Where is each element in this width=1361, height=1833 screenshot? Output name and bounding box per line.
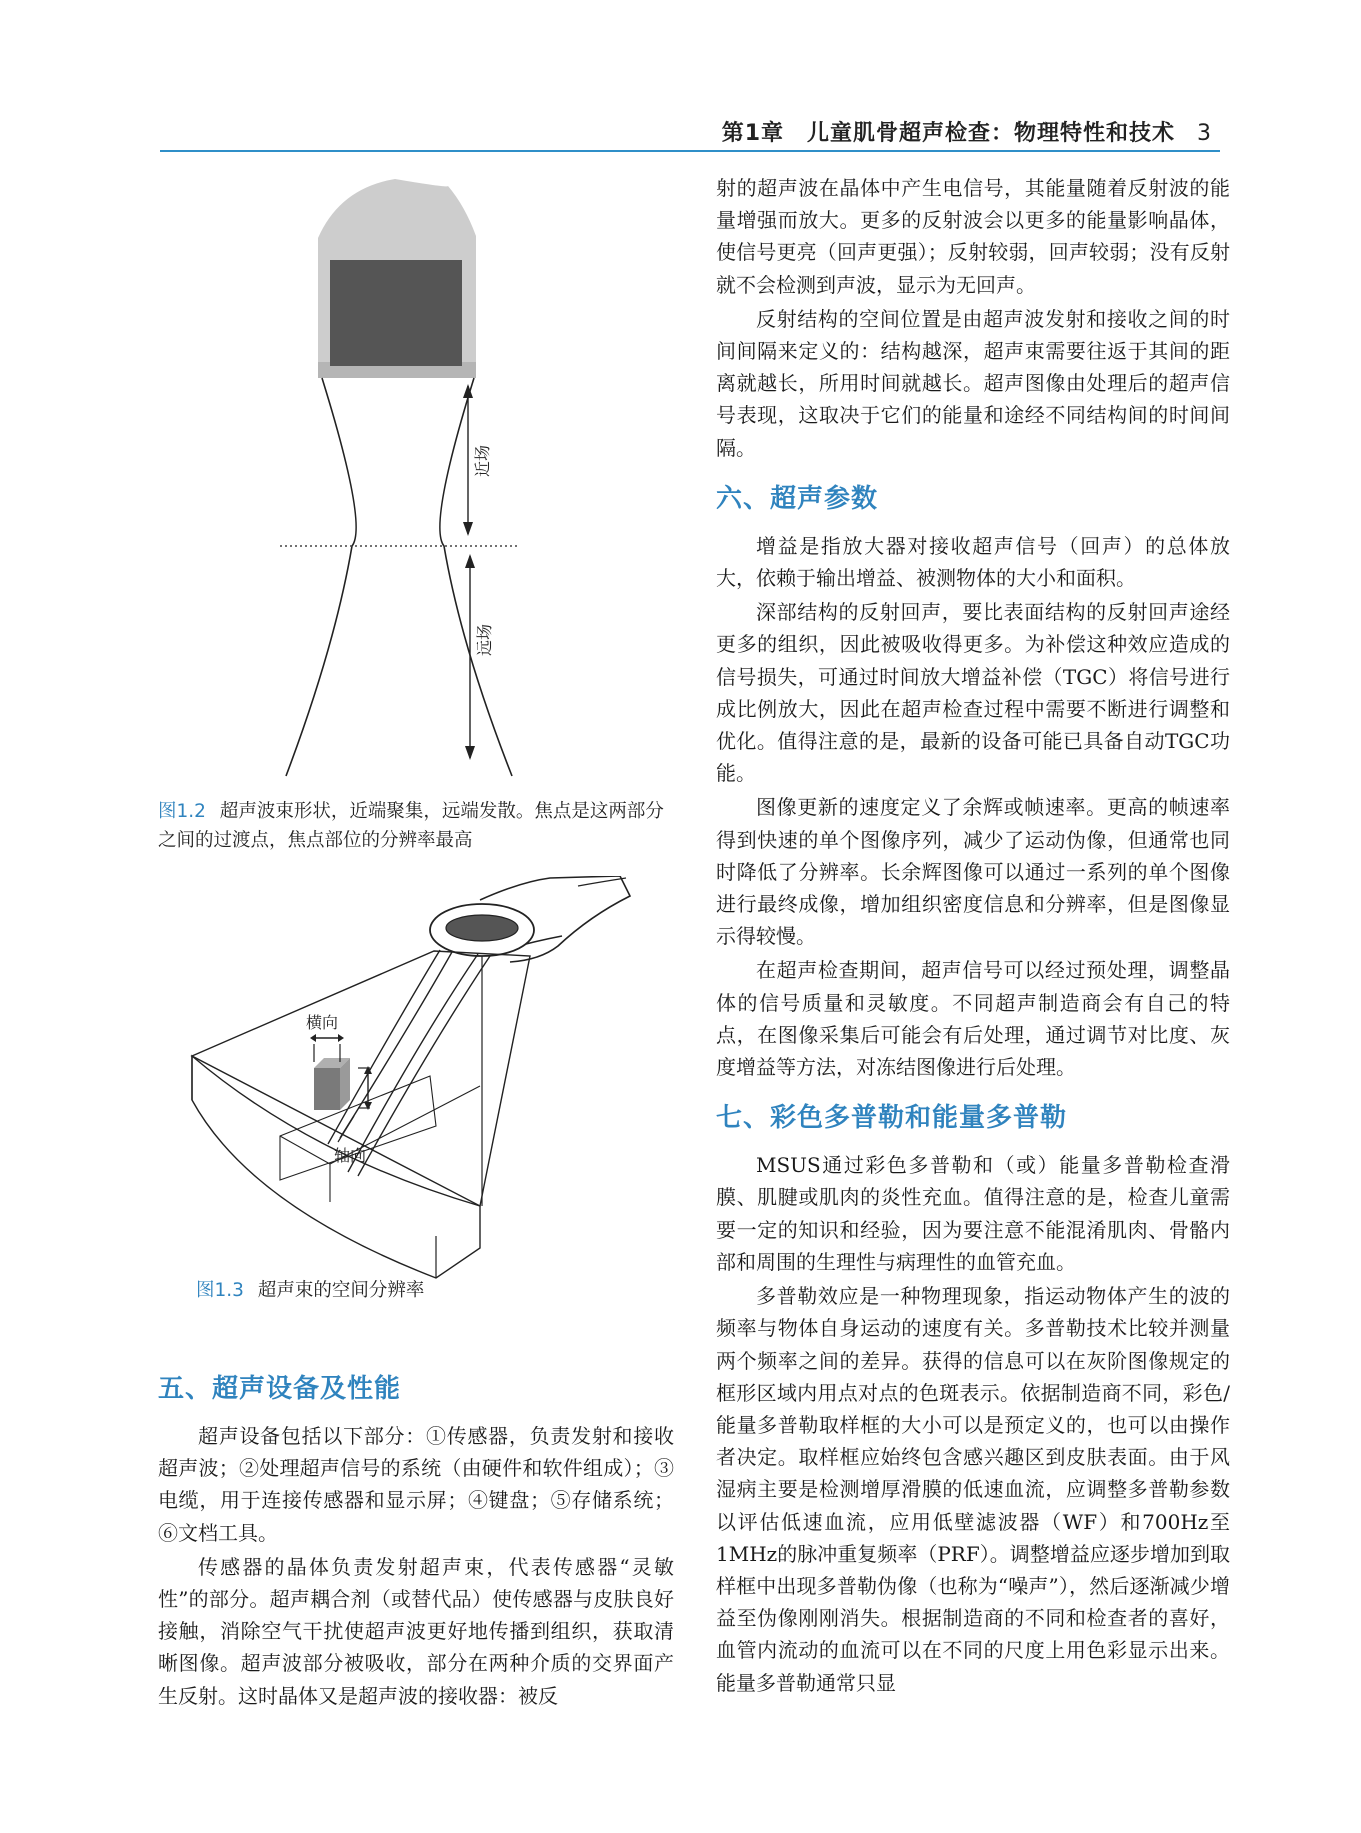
figure-1-3-number: 图1.3 [196, 1280, 244, 1301]
section-5 [158, 1372, 674, 1714]
beam-right-edge [440, 378, 512, 776]
section-6-paragraph-1: 增益是指放大器对接收超声信号（回声）的总体放大，依赖于输出增益、被测物体的大小和面积。 [716, 533, 1230, 591]
figure-1-2-caption-text: 超声波束形状，近端聚集，远端发散。焦点是这两部分之间的过渡点，焦点部位的分辨率最高 [158, 801, 664, 851]
section-5-paragraph-1: 超声设备包括以下部分：①传感器，负责发射和接收超声波；②处理超声信号的系统（由硬件和软件组成）；③电缆，用于连接传感器和显示屏；④键盘；⑤存储系统；⑥文档工具。 [158, 1424, 674, 1545]
figure-1-3-spatial-resolution [190, 876, 650, 1296]
section-5-paragraph-2: 传感器的晶体负责发射超声束，代表传感器“灵敏性”的部分。超声耦合剂（或替代品）使传感器与皮肤良好接触，消除空气干扰使超声波更好地传播到组织，获取清晰图像。超声波部分被吸收，部分在两种介质的交界面产生反射。这时晶体又是超声波的接收器：被反 [158, 1554, 674, 1708]
beam-left-edge [286, 378, 356, 776]
label-axial: 轴向 [333, 1146, 367, 1165]
right-intro-paragraph-2: 反射结构的空间位置是由超声波发射和接收之间的时间间隔来定义的：结构越深，超声束需要往返于其间的距离就越长，所用时间就越长。超声图像由处理后的超声信号表现，这取决于它们的能量和途经不同结构间的时间间隔。 [716, 306, 1230, 460]
right-column [716, 172, 1230, 1701]
figure-1-2-number: 图1.2 [158, 801, 206, 822]
label-far-field: 远场 [475, 623, 494, 657]
section-7-paragraph-1: MSUS通过彩色多普勒和（或）能量多普勒检查滑膜、肌腱或肌肉的炎性充血。值得注意的是，检查儿童需要一定的知识和经验，因为要注意不能混淆肌肉、骨骼内部和周围的生理性与病理性的血管充血。 [716, 1153, 1230, 1274]
section-6-paragraph-3: 图像更新的速度定义了余辉或帧速率。更高的帧速率得到快速的单个图像序列，减少了运动伪像，但通常也同时降低了分辨率。长余辉图像可以通过一系列的单个图像进行最终成像，增加组织密度信息和分辨率，但是图像显示得较慢。 [716, 795, 1230, 949]
section-7-title: 七、彩色多普勒和能量多普勒 [716, 1103, 1068, 1134]
figure-1-3-caption-text: 超声束的空间分辨率 [257, 1280, 425, 1301]
label-lateral: 横向 [305, 1013, 339, 1032]
section-6-title: 六、超声参数 [716, 483, 879, 514]
section-5-title: 五、超声设备及性能 [158, 1374, 402, 1404]
running-header [160, 112, 1220, 152]
section-6-paragraph-2: 深部结构的反射回声，要比表面结构的反射回声途经更多的组织，因此被吸收得更多。为补偿这种效应造成的信号损失，可通过时间放大增益补偿（TGC）将信号进行成比例放大，因此在超声检查过程中需要不断进行调整和优化。值得注意的是，最新的设备可能已具备自动TGC功能。 [716, 600, 1230, 786]
resolution-voxel [314, 1068, 340, 1110]
chapter-title: 第1章 儿童肌骨超声检查：物理特性和技术 [721, 121, 1175, 146]
figure-1-3-caption [196, 1276, 656, 1305]
probe-crystal [446, 915, 518, 941]
sector-top [192, 951, 530, 1206]
label-near-field: 近场 [473, 444, 492, 478]
figure-1-2-beam-shape [280, 176, 580, 788]
figure-1-2-caption [158, 797, 674, 855]
crystal [330, 260, 462, 366]
section-7-paragraph-2: 多普勒效应是一种物理现象，指运动物体产生的波的频率与物体自身运动的速度有关。多普勒技术比较并测量两个频率之间的差异。获得的信息可以在灰阶图像规定的框形区域内用点对点的色斑表示。依据制造商不同，彩色/能量多普勒取样框的大小可以是预定义的，也可以由操作者决定。取样框应始终包含感兴趣区到皮肤表面。由于风湿病主要是检测增厚滑膜的低速血流，应调整多普勒参数以评估低速血流，应用低壁滤波器（WF）和700Hz至1MHz的脉冲重复频率（PRF）。调整增益应逐步增加到取样框中出现多普勒伪像（也称为“噪声”），然后逐渐减少增益至伪像刚刚消失。根据制造商的不同和检查者的喜好，血管内流动的血流可以在不同的尺度上用色彩显示出来。能量多普勒通常只显 [716, 1284, 1230, 1695]
section-6-paragraph-4: 在超声检查期间，超声信号可以经过预处理，调整晶体的信号质量和灵敏度。不同超声制造商会有自己的特点，在图像采集后可能会有后处理，通过调节对比度、灰度增益等方法，对冻结图像进行后处理。 [716, 958, 1230, 1080]
right-intro-paragraph-1: 射的超声波在晶体中产生电信号，其能量随着反射波的能量增强而放大。更多的反射波会以更多的能量影响晶体，使信号更亮（回声更强）；反射较弱，回声较弱；没有反射就不会检测到声波，显示为无回声。 [716, 176, 1230, 297]
page-number: 3 [1197, 121, 1212, 146]
header-text [722, 116, 1212, 147]
